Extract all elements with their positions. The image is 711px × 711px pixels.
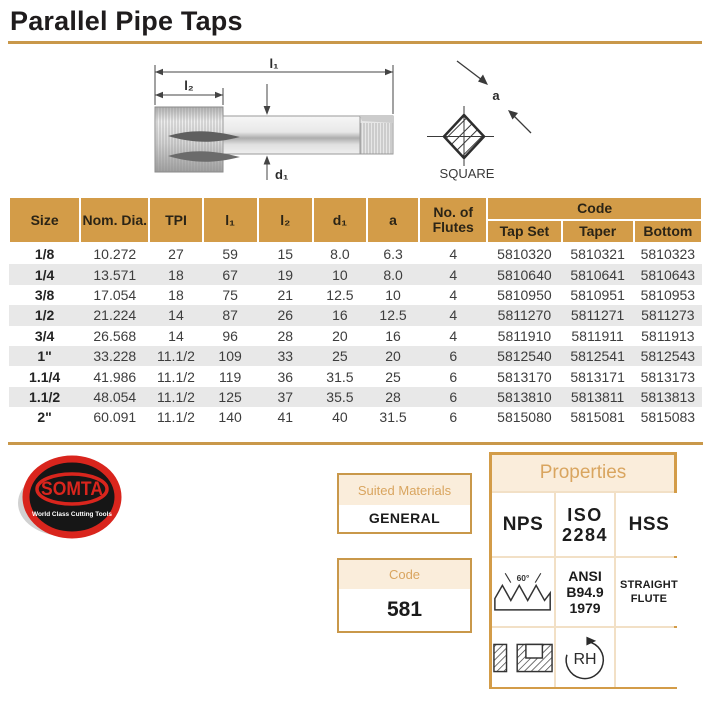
value-cell: 5811910 [497, 327, 552, 344]
value-cell: 10.272 [93, 246, 137, 263]
table-row [9, 305, 702, 325]
spec-table [8, 196, 703, 428]
table-row [9, 326, 702, 346]
property-ansi-standard: ANSI B94.9 1979 [556, 558, 614, 626]
value-cell: 11.1/2 [157, 348, 195, 365]
value-cell: 37 [277, 388, 294, 405]
tap-drawing [150, 57, 395, 185]
value-cell: 5813173 [640, 368, 696, 385]
col-header-l1: l₁ [203, 197, 258, 243]
value-cell: 41.986 [93, 368, 137, 385]
col-header-l2: l₂ [258, 197, 313, 243]
value-cell: 5810953 [640, 286, 696, 303]
logo-tagline: World Class Cutting Tools [32, 511, 113, 518]
page-title: Parallel Pipe Taps [10, 6, 243, 36]
value-cell: 20 [385, 348, 401, 365]
value-cell: 19 [277, 266, 294, 283]
property-flute-type: STRAIGHT FLUTE [616, 558, 682, 626]
properties-grid [492, 491, 678, 687]
value-cell: 6.3 [383, 246, 403, 263]
value-cell: 8.0 [383, 266, 403, 283]
value-cell: 16 [385, 327, 401, 344]
value-cell: 5813811 [570, 388, 625, 405]
value-cell: 5812541 [570, 348, 625, 365]
value-cell: 11.1/2 [157, 368, 195, 385]
table-row [9, 243, 702, 264]
value-cell: 5813170 [497, 368, 552, 385]
property-parallel-section-cell [492, 628, 554, 687]
value-cell: 15 [277, 246, 294, 263]
size-cell: 3/8 [34, 286, 55, 303]
value-cell: 31.5 [326, 368, 354, 385]
value-cell: 5811911 [571, 327, 624, 344]
value-cell: 5810323 [640, 246, 696, 263]
value-cell: 5813813 [640, 388, 696, 405]
value-cell: 33.228 [93, 348, 137, 365]
tap-body [155, 107, 393, 172]
value-cell: 40 [332, 409, 348, 426]
value-cell: 5810320 [497, 246, 552, 263]
value-cell: 12.5 [379, 307, 407, 324]
dim-label-d1: d₁ [275, 167, 289, 182]
col-header-code-group: Code [487, 197, 702, 220]
value-cell: 36 [277, 368, 294, 385]
value-cell: 6 [449, 348, 458, 365]
value-cell: 5810640 [497, 266, 552, 283]
value-cell: 20 [332, 327, 348, 344]
value-cell: 27 [168, 246, 184, 263]
value-cell: 11.1/2 [157, 388, 195, 405]
value-cell: 5815080 [497, 409, 552, 426]
dim-label-l2: l₂ [184, 78, 194, 93]
table-row [9, 346, 702, 366]
table-row [9, 285, 702, 305]
property-material: HSS [616, 493, 682, 556]
table-bottom-rule [8, 442, 703, 445]
size-cell: 1/8 [34, 246, 55, 263]
thread-profile-icon [493, 570, 553, 614]
value-cell: 119 [218, 368, 242, 385]
size-cell: 2" [37, 409, 52, 426]
value-cell: 28 [385, 388, 401, 405]
property-empty-cell [616, 628, 682, 687]
value-cell: 26 [277, 307, 294, 324]
value-cell: 21 [277, 286, 294, 303]
title-rule [8, 41, 702, 44]
value-cell: 87 [222, 307, 238, 324]
value-cell: 33 [277, 348, 294, 365]
value-cell: 35.5 [326, 388, 354, 405]
suited-materials-box [337, 473, 472, 534]
table-row [9, 264, 702, 284]
parallel-section-icon [492, 641, 554, 675]
col-header-d1: d₁ [313, 197, 367, 243]
square-drawing [424, 58, 540, 184]
thread-angle-label: 60° [516, 572, 530, 583]
value-cell: 5813171 [570, 368, 625, 385]
size-cell: 1.1/4 [29, 368, 61, 385]
property-thread-angle-cell [492, 558, 554, 626]
value-cell: 11.1/2 [157, 409, 195, 426]
value-cell: 140 [218, 409, 242, 426]
value-cell: 8.0 [330, 246, 350, 263]
col-header-bottom: Bottom [634, 220, 702, 243]
property-thread-standard: NPS [492, 493, 554, 556]
col-header-tpi: TPI [149, 197, 202, 243]
rh-rotation-icon [559, 632, 611, 684]
value-cell: 6 [449, 388, 458, 405]
value-cell: 4 [449, 327, 458, 344]
value-cell: 5810643 [640, 266, 696, 283]
code-box [337, 558, 472, 633]
value-cell: 25 [385, 368, 401, 385]
value-cell: 5811273 [641, 307, 695, 324]
value-cell: 13.571 [93, 266, 137, 283]
code-box-label: Code [339, 560, 470, 589]
value-cell: 59 [222, 246, 238, 263]
size-cell: 1/4 [34, 266, 55, 283]
value-cell: 5811271 [570, 307, 625, 324]
value-cell: 16 [332, 307, 348, 324]
properties-title: Properties [492, 455, 674, 491]
value-cell: 31.5 [379, 409, 407, 426]
value-cell: 4 [449, 246, 458, 263]
value-cell: 4 [449, 286, 458, 303]
value-cell: 17.054 [93, 286, 137, 303]
value-cell: 5811913 [641, 327, 695, 344]
table-row [9, 387, 702, 407]
value-cell: 26.568 [93, 327, 137, 344]
value-cell: 6 [449, 368, 458, 385]
logo-name: SOMTA [41, 479, 104, 500]
square-section [444, 115, 484, 158]
rh-label: RH [573, 650, 597, 668]
value-cell: 14 [168, 307, 184, 324]
value-cell: 5812543 [640, 348, 696, 365]
table-row [9, 366, 702, 386]
suited-materials-value: GENERAL [368, 510, 441, 526]
value-cell: 6 [449, 409, 458, 426]
value-cell: 4 [449, 307, 458, 324]
value-cell: 4 [449, 266, 458, 283]
value-cell: 10 [385, 286, 401, 303]
value-cell: 5813810 [497, 388, 552, 405]
value-cell: 5815083 [640, 409, 696, 426]
value-cell: 28 [277, 327, 294, 344]
value-cell: 12.5 [326, 286, 354, 303]
col-header-nom-dia: Nom. Dia. [80, 197, 149, 243]
tap-table-body [9, 243, 702, 428]
size-cell: 3/4 [34, 327, 55, 344]
value-cell: 5812540 [497, 348, 552, 365]
property-rotation-cell [556, 628, 614, 687]
value-cell: 75 [222, 286, 238, 303]
somta-logo [18, 453, 122, 545]
size-cell: 1" [37, 348, 52, 365]
dim-label-l1: l₁ [269, 57, 279, 71]
code-box-value: 581 [386, 597, 423, 621]
properties-panel [489, 452, 677, 689]
value-cell: 25 [332, 348, 348, 365]
size-cell: 1/2 [34, 307, 55, 324]
value-cell: 5810951 [570, 286, 625, 303]
dim-label-a: a [492, 88, 500, 103]
value-cell: 96 [222, 327, 238, 344]
col-header-taper: Taper [562, 220, 634, 243]
value-cell: 5815081 [570, 409, 625, 426]
col-header-a: a [367, 197, 419, 243]
value-cell: 5810321 [570, 246, 625, 263]
value-cell: 125 [218, 388, 242, 405]
value-cell: 48.054 [93, 388, 137, 405]
col-header-flutes: No. of Flutes [419, 197, 487, 243]
suited-materials-label: Suited Materials [339, 475, 470, 505]
value-cell: 109 [218, 348, 242, 365]
value-cell: 60.091 [93, 409, 137, 426]
value-cell: 5810641 [570, 266, 625, 283]
value-cell: 5811270 [497, 307, 552, 324]
value-cell: 41 [277, 409, 294, 426]
value-cell: 14 [168, 327, 184, 344]
value-cell: 67 [222, 266, 238, 283]
value-cell: 18 [168, 286, 184, 303]
square-caption: SQUARE [439, 166, 495, 181]
value-cell: 10 [332, 266, 348, 283]
value-cell: 5810950 [497, 286, 552, 303]
property-iso-standard: ISO 2284 [556, 493, 614, 556]
value-cell: 21.224 [93, 307, 137, 324]
value-cell: 18 [168, 266, 184, 283]
table-row [9, 407, 702, 427]
col-header-size: Size [9, 197, 80, 243]
col-header-tap-set: Tap Set [487, 220, 561, 243]
size-cell: 1.1/2 [29, 388, 61, 405]
